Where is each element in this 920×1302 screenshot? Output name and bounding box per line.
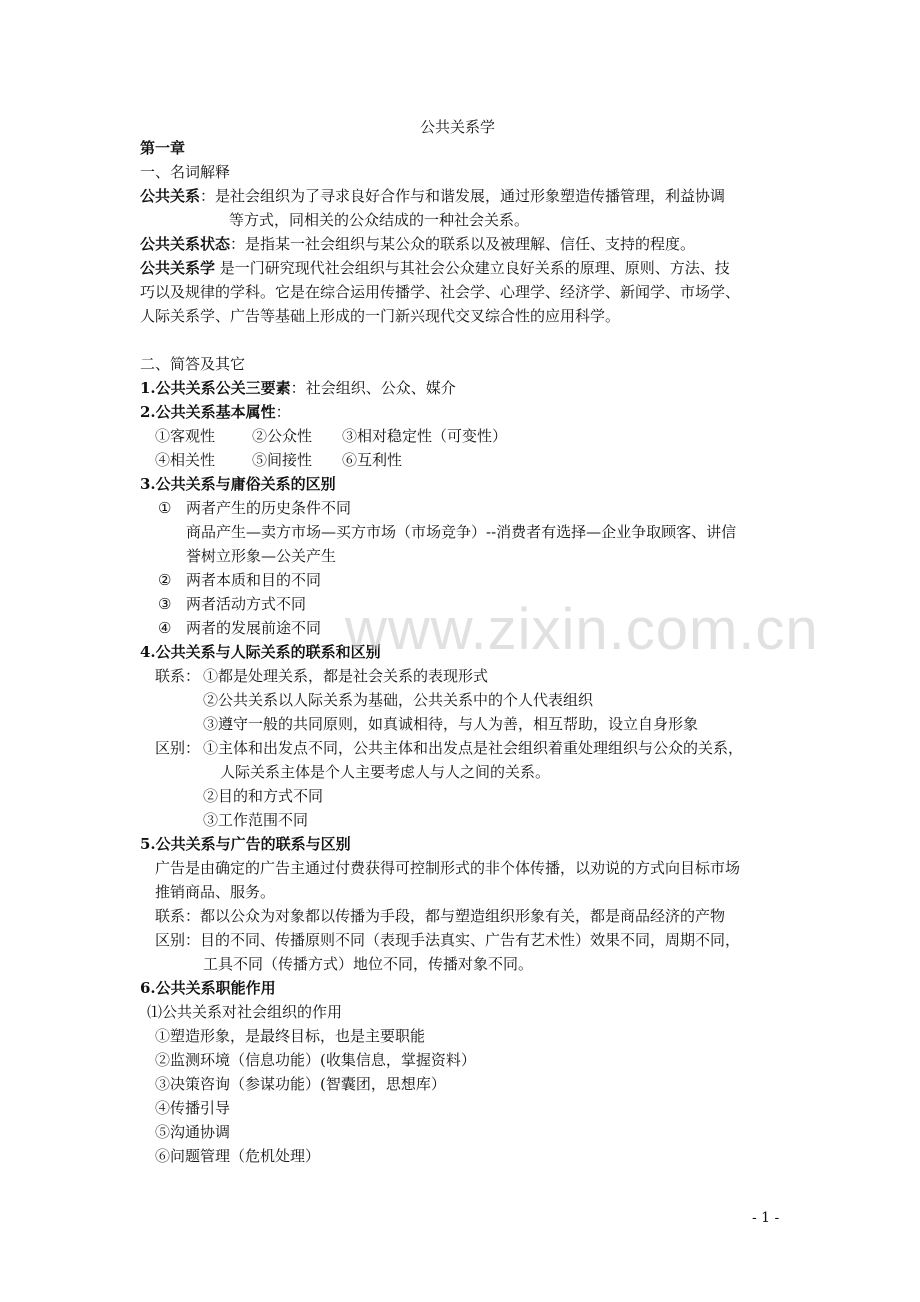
list-item-detail: 誉树立形象—公关产生 [186, 547, 337, 565]
term-colon: ： [230, 235, 246, 253]
question-2 [140, 400, 291, 424]
label-difference: 区别： [155, 739, 201, 757]
list-number: ② [158, 571, 172, 589]
page-title: 公共关系学 [420, 118, 496, 136]
definition-pr-science [140, 256, 730, 280]
list-item: ③相对稳定性（可变性） [342, 427, 508, 445]
list-item: ③工作范围不同 [203, 811, 309, 829]
list-item: ①主体和出发点不同，公共主体和出发点是社会组织着重处理组织与公众的关系， [203, 739, 744, 757]
list-item: 两者活动方式不同 [186, 595, 307, 613]
term: 公共关系状态 [140, 235, 231, 253]
definition-text: 是一门研究现代社会组织与其社会公众建立良好关系的原理、原则、方法、技 [219, 259, 730, 277]
list-number: ③ [158, 595, 172, 613]
list-item: ⑥问题管理（危机处理） [155, 1147, 321, 1165]
list-item: 两者产生的历史条件不同 [186, 499, 352, 517]
question-6-title: 6.公共关系职能作用 [140, 979, 276, 997]
question-3-title: 3.公共关系与庸俗关系的区别 [140, 475, 336, 493]
list-number: ④ [158, 619, 172, 637]
term: 公共关系学 [140, 259, 216, 277]
list-item: ②目的和方式不同 [203, 787, 324, 805]
page-number: - 1 - [752, 1210, 780, 1226]
question-colon: ： [290, 379, 306, 397]
list-item: ④传播引导 [155, 1099, 231, 1117]
chapter-heading: 第一章 [140, 139, 186, 157]
list-item: ②公共关系以人际关系为基础，公共关系中的个人代表组织 [203, 691, 594, 709]
list-item: ③决策咨询（参谋功能）(智囊团，思想库） [155, 1075, 446, 1093]
question-title: 2.公共关系基本属性 [140, 403, 276, 421]
list-item: 两者本质和目的不同 [186, 571, 322, 589]
question-1 [140, 376, 456, 400]
paragraph-connection: 联系：都以公众为对象都以传播为手段，都与塑造组织形象有关，都是商品经济的产物 [155, 907, 726, 925]
definition-text: 是指某一社会组织与某公众的联系以及被理解、信任、支持的程度。 [245, 235, 696, 253]
definition-public-relations [140, 184, 725, 208]
list-item: ④相关性 [155, 451, 216, 469]
list-item: ②公众性 [252, 427, 313, 445]
list-item: ③遵守一般的共同原则，如真诚相待，与人为善，相互帮助，设立自身形象 [203, 715, 699, 733]
definition-continuation: 人际关系学、广告等基础上形成的一门新兴现代交叉综合性的应用科学。 [140, 307, 621, 325]
list-item-detail: 商品产生—卖方市场—买方市场（市场竞争）--消费者有选择—企业争取顾客、讲信 [186, 523, 737, 541]
list-item: ⑤沟通协调 [155, 1123, 231, 1141]
list-item: ⑥互利性 [342, 451, 403, 469]
paragraph-continuation: 工具不同（传播方式）地位不同，传播对象不同。 [203, 955, 534, 973]
list-item-detail: 人际关系主体是个人主要考虑人与人之间的关系。 [220, 763, 551, 781]
list-item: ①都是处理关系，都是社会关系的表现形式 [203, 667, 489, 685]
question-colon: ： [275, 403, 291, 421]
list-item: ①塑造形象，是最终目标，也是主要职能 [155, 1027, 426, 1045]
term: 公共关系 [140, 187, 201, 205]
question-title: 1.公共关系公关三要素 [140, 379, 291, 397]
paragraph: 广告是由确定的广告主通过付费获得可控制形式的非个体传播，以劝说的方式向目标市场 [155, 859, 741, 877]
section-heading-questions: 二、简答及其它 [140, 355, 246, 373]
section-heading-terms: 一、名词解释 [140, 163, 231, 181]
paragraph-difference: 区别：目的不同、传播原则不同（表现手法真实、广告有艺术性）效果不同，周期不同， [155, 931, 741, 949]
label-connection: 联系： [155, 667, 201, 685]
definition-continuation: 巧以及规律的学科。它是在综合运用传播学、社会学、心理学、经济学、新闻学、市场学、 [140, 283, 741, 301]
watermark: www.zixin.com.cn [345, 597, 819, 662]
list-item: 两者的发展前途不同 [186, 619, 322, 637]
paragraph: 推销商品、服务。 [155, 883, 276, 901]
list-number: ① [158, 499, 172, 517]
sub-heading: ⑴公共关系对社会组织的作用 [147, 1003, 343, 1021]
term-colon: ： [200, 187, 216, 205]
question-5-title: 5.公共关系与广告的联系与区别 [140, 835, 351, 853]
definition-continuation: 等方式，同相关的公众结成的一种社会关系。 [229, 211, 530, 229]
definition-text: 是社会组织为了寻求良好合作与和谐发展，通过形象塑造传播管理，利益协调 [215, 187, 726, 205]
list-item: ⑤间接性 [252, 451, 313, 469]
list-item: ②监测环境（信息功能）(收集信息，掌握资料） [155, 1051, 476, 1069]
definition-pr-state [140, 232, 695, 256]
list-item: ①客观性 [155, 427, 216, 445]
answer-text: 社会组织、公众、媒介 [305, 379, 456, 397]
question-4-title: 4.公共关系与人际关系的联系和区别 [140, 643, 381, 661]
